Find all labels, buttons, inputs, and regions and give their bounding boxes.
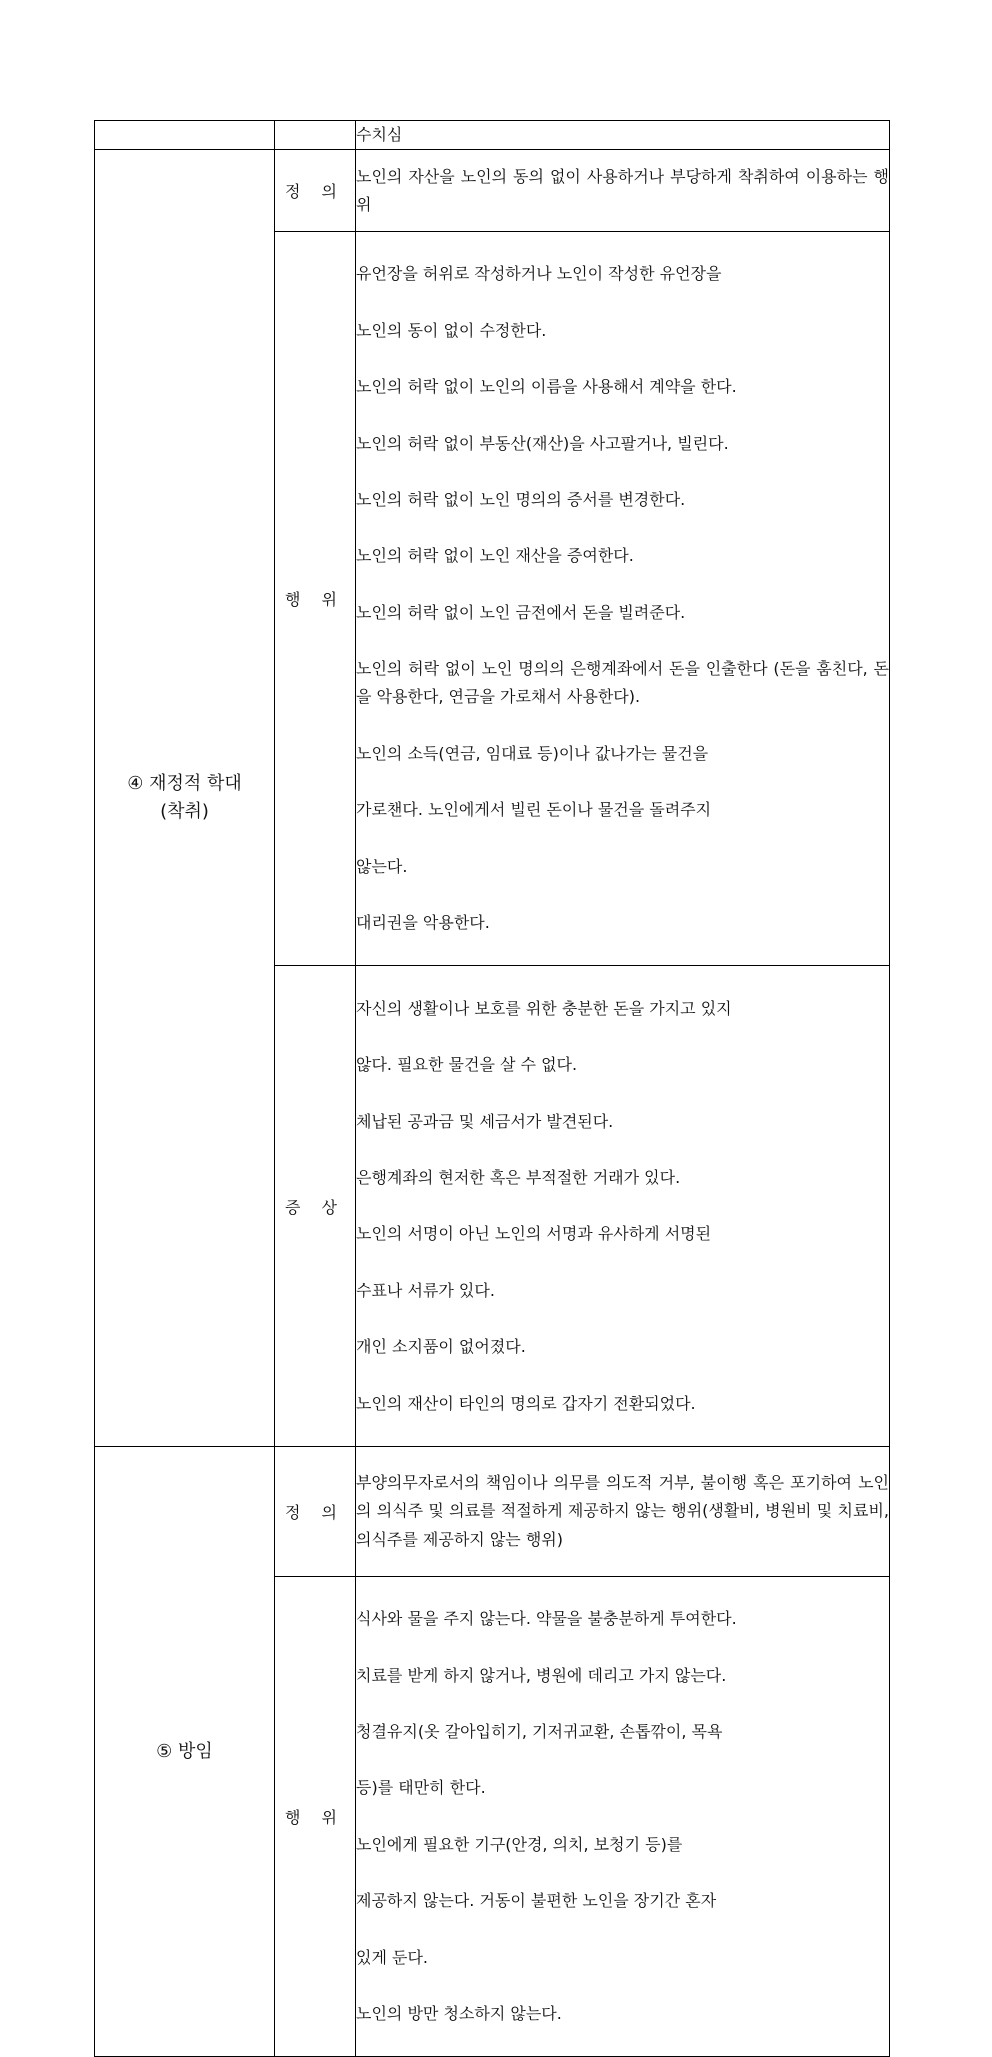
list-item: 은행계좌의 현저한 혹은 부적절한 거래가 있다. bbox=[356, 1167, 681, 1187]
list-item: 않는다. bbox=[356, 856, 408, 876]
symptom-list bbox=[356, 966, 890, 1446]
list-item: 노인에게 필요한 기구(안경, 의치, 보청기 등)를 bbox=[356, 1834, 683, 1854]
category-subtitle: (착취) bbox=[160, 801, 209, 823]
top-row-text: 수치심 bbox=[356, 121, 890, 150]
category-neglect: ⑤ 방임 bbox=[95, 1446, 275, 2056]
list-item: 등)를 태만히 한다. bbox=[356, 1778, 486, 1798]
empty-cell bbox=[275, 121, 356, 150]
category-financial-abuse bbox=[95, 150, 275, 1447]
list-item: 식사와 물을 주지 않는다. 약물을 불충분하게 투여한다. bbox=[356, 1609, 737, 1629]
table-row bbox=[95, 150, 890, 232]
list-item: 노인의 허락 없이 부동산(재산)을 사고팔거나, 빌린다. bbox=[356, 433, 729, 453]
list-item: 대리권을 악용한다. bbox=[356, 913, 490, 933]
list-item: 자신의 생활이나 보호를 위한 충분한 돈을 가지고 있지 bbox=[356, 998, 732, 1018]
behavior-label: 행 위 bbox=[275, 1576, 356, 2056]
list-item: 않다. 필요한 물건을 살 수 없다. bbox=[356, 1055, 578, 1075]
behavior-list bbox=[356, 232, 890, 966]
symptom-label: 증 상 bbox=[275, 966, 356, 1446]
table-row bbox=[95, 1446, 890, 1576]
list-item: 노인의 서명이 아닌 노인의 서명과 유사하게 서명된 bbox=[356, 1224, 712, 1244]
list-item: 개인 소지품이 없어졌다. bbox=[356, 1337, 526, 1357]
list-item: 노인의 소득(연금, 임대료 등)이나 값나가는 물건을 bbox=[356, 743, 709, 763]
list-item: 청결유지(옷 갈아입히기, 기저귀교환, 손톱깎이, 목욕 bbox=[356, 1721, 723, 1741]
behavior-list bbox=[356, 1576, 890, 2056]
table-row bbox=[95, 121, 890, 150]
list-item: 있게 둔다. bbox=[356, 1947, 428, 1967]
list-item: 노인의 허락 없이 노인 명의의 은행계좌에서 돈을 인출한다 (돈을 훔친다, 돈을 악용한다, 연금을 가로채서 사용한다). bbox=[356, 659, 889, 707]
list-item: 유언장을 허위로 작성하거나 노인이 작성한 유언장을 bbox=[356, 264, 722, 284]
list-item: 제공하지 않는다. 거동이 불편한 노인을 장기간 혼자 bbox=[356, 1891, 717, 1911]
category-title: ④ 재정적 학대 bbox=[127, 773, 242, 795]
definition-text: 노인의 자산을 노인의 동의 없이 사용하거나 부당하게 착취하여 이용하는 행위 bbox=[356, 150, 890, 232]
list-item: 노인의 방만 청소하지 않는다. bbox=[356, 2003, 562, 2023]
list-item: 노인의 동이 없이 수정한다. bbox=[356, 320, 547, 340]
definition-label: 정 의 bbox=[275, 1446, 356, 1576]
definition-label: 정 의 bbox=[275, 150, 356, 232]
definition-text: 부양의무자로서의 책임이나 의무를 의도적 거부, 불이행 혹은 포기하여 노인의 의식주 및 의료를 적절하게 제공하지 않는 행위(생활비, 병원비 및 치료비, 의식주를 제공하지 않는 행위) bbox=[356, 1446, 890, 1576]
list-item: 수표나 서류가 있다. bbox=[356, 1280, 495, 1300]
abuse-types-table bbox=[94, 120, 890, 2057]
list-item: 노인의 허락 없이 노인 재산을 증여한다. bbox=[356, 546, 634, 566]
list-item: 노인의 허락 없이 노인 명의의 증서를 변경한다. bbox=[356, 490, 686, 510]
list-item: 체납된 공과금 및 세금서가 발견된다. bbox=[356, 1111, 614, 1131]
list-item: 노인의 허락 없이 노인의 이름을 사용해서 계약을 한다. bbox=[356, 377, 737, 397]
list-item: 치료를 받게 하지 않거나, 병원에 데리고 가지 않는다. bbox=[356, 1665, 727, 1685]
list-item: 가로챈다. 노인에게서 빌린 돈이나 물건을 돌려주지 bbox=[356, 800, 712, 820]
empty-cell bbox=[95, 121, 275, 150]
list-item: 노인의 재산이 타인의 명의로 갑자기 전환되었다. bbox=[356, 1393, 696, 1413]
behavior-label: 행 위 bbox=[275, 232, 356, 966]
list-item: 노인의 허락 없이 노인 금전에서 돈을 빌려준다. bbox=[356, 602, 686, 622]
